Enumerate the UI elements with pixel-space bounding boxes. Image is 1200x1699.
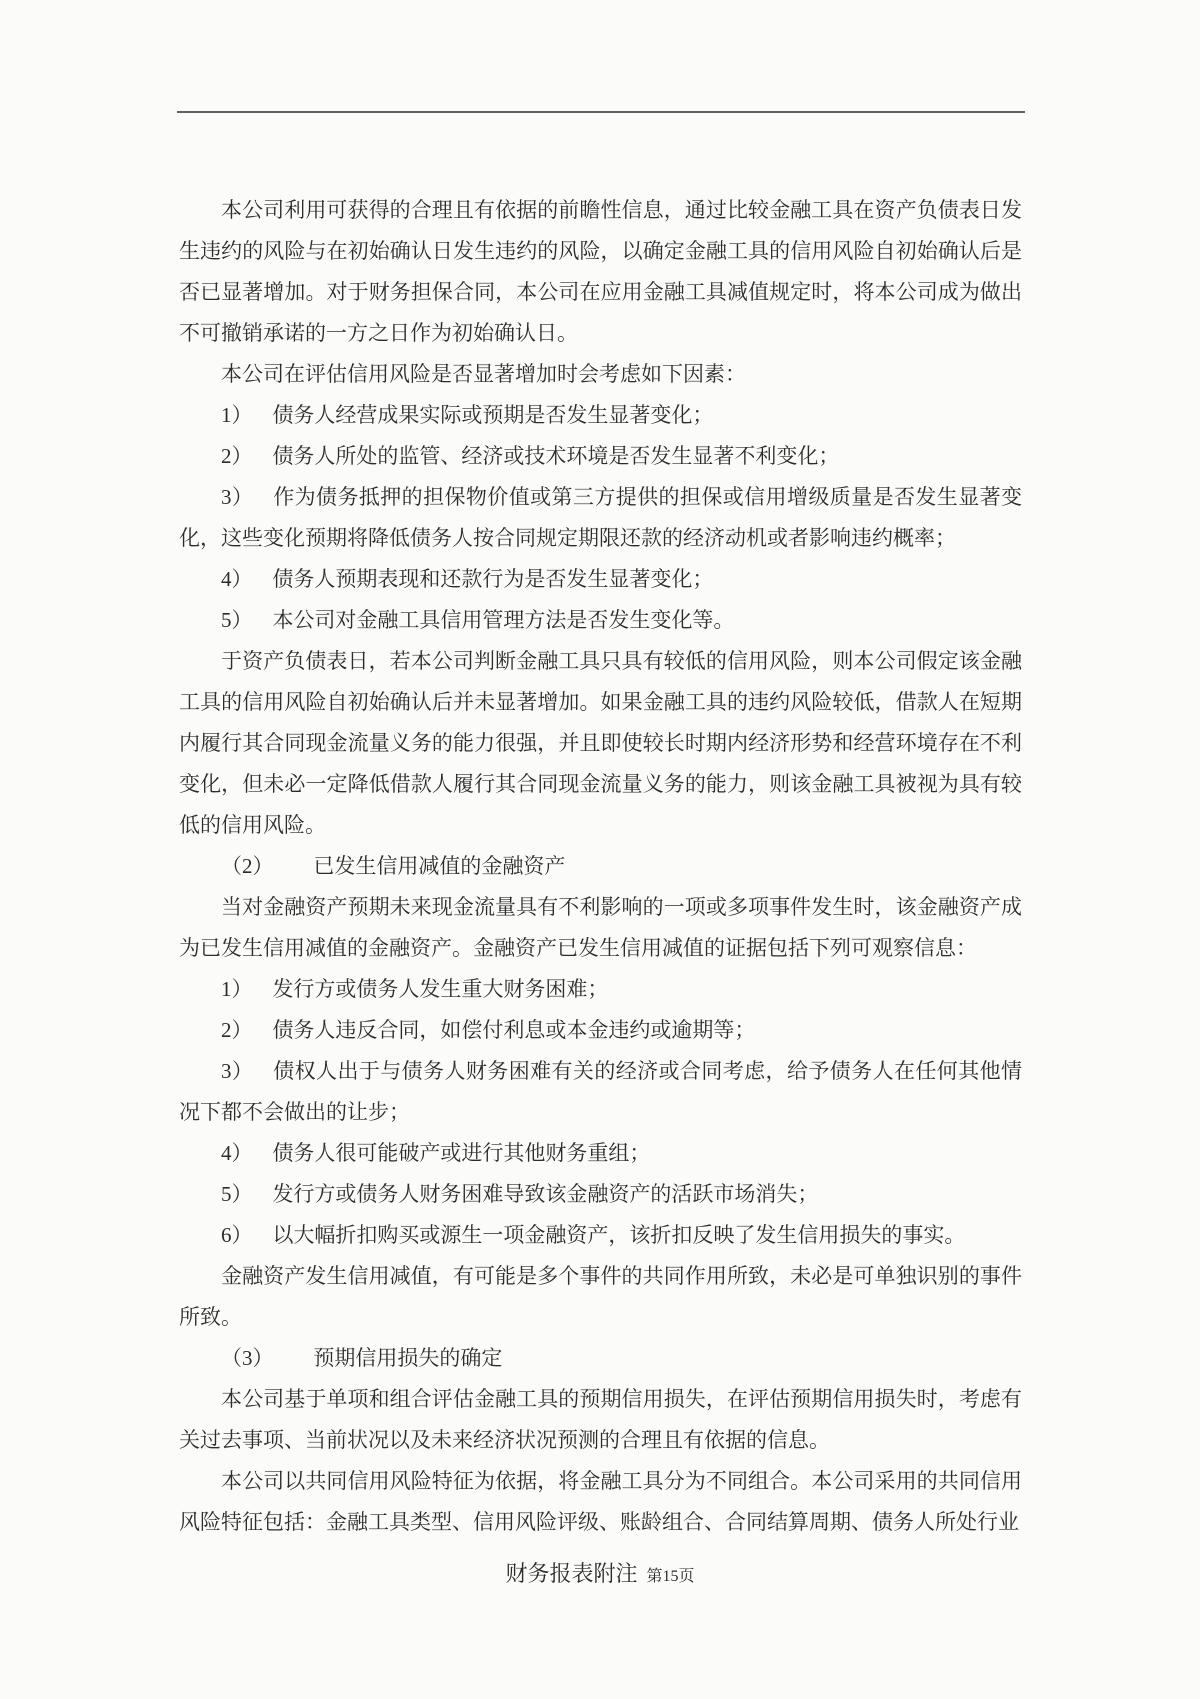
list-item-text: 发行方或债务人发生重大财务困难； <box>272 977 609 1001</box>
list-item <box>179 559 1022 600</box>
list-item <box>179 1215 1022 1256</box>
list-item <box>179 436 1022 477</box>
list-item-text: 作为债务抵押的担保物价值或第三方提供的担保或信用增级质量是否发生显著变化，这些变化预期将降低债务人按合同规定期限还款的经济动机或者影响违约概率； <box>179 485 1023 550</box>
list-item-number: 2） <box>221 444 253 468</box>
list-item-number: 6） <box>221 1223 253 1247</box>
section-heading <box>179 846 1022 887</box>
list-item <box>179 395 1022 436</box>
list-item <box>179 1133 1022 1174</box>
list-item-text: 本公司对金融工具信用管理方法是否发生变化等。 <box>272 608 735 632</box>
list-item <box>179 600 1022 641</box>
list-item <box>179 969 1022 1010</box>
paragraph: 本公司在评估信用风险是否显著增加时会考虑如下因素： <box>221 362 746 386</box>
list-item <box>179 1051 1022 1133</box>
list-item-text: 债务人经营成果实际或预期是否发生显著变化； <box>272 403 714 427</box>
paragraph: 本公司以共同信用风险特征为依据，将金融工具分为不同组合。本公司采用的共同信用风险特征包括：金融工具类型、信用风险评级、账龄组合、合同结算周期、债务人所处行业 <box>179 1469 1022 1534</box>
page-footer <box>0 1557 1200 1594</box>
list-item-number: 5） <box>221 1182 253 1206</box>
list-item <box>179 1174 1022 1215</box>
list-item-number: 4） <box>221 567 253 591</box>
list-item-text: 债务人违反合同，如偿付利息或本金违约或逾期等； <box>272 1018 756 1042</box>
list-item-number: 3） <box>221 485 254 509</box>
list-item-number: 5） <box>221 608 253 632</box>
paragraph: 本公司基于单项和组合评估金融工具的预期信用损失，在评估预期信用损失时，考虑有关过去事项、当前状况以及未来经济状况预测的合理且有依据的信息。 <box>179 1387 1022 1452</box>
paragraph: 于资产负债表日，若本公司判断金融工具只具有较低的信用风险，则本公司假定该金融工具的信用风险自初始确认后并未显著增加。如果金融工具的违约风险较低，借款人在短期内履行其合同现金流量义务的能力很强，并且即使较长时期内经济形势和经营环境存在不利变化，但未必一定降低借款人履行其合同现金流量义务的能力，则该金融工具被视为具有较低的信用风险。 <box>179 649 1022 837</box>
document-body <box>179 190 1022 1543</box>
list-item-text: 债务人预期表现和还款行为是否发生显著变化； <box>272 567 714 591</box>
section-heading-number: （2） <box>221 854 274 878</box>
paragraph: 本公司利用可获得的合理且有依据的前瞻性信息，通过比较金融工具在资产负债表日发生违约的风险与在初始确认日发生违约的风险，以确定金融工具的信用风险自初始确认后是否已显著增加。对于财务担保合同，本公司在应用金融工具减值规定时，将本公司成为做出不可撤销承诺的一方之日作为初始确认日。 <box>179 198 1022 345</box>
section-heading-text: 预期信用损失的确定 <box>313 1346 503 1370</box>
list-item <box>179 1010 1022 1051</box>
paragraph: 当对金融资产预期未来现金流量具有不利影响的一项或多项事件发生时，该金融资产成为已发生信用减值的金融资产。金融资产已发生信用减值的证据包括下列可观察信息： <box>179 895 1022 960</box>
list-item-number: 1） <box>221 403 253 427</box>
list-item-text: 债务人所处的监管、经济或技术环境是否发生显著不利变化； <box>272 444 840 468</box>
section-heading <box>179 1338 1022 1379</box>
list-item <box>179 477 1022 559</box>
list-item-number: 3） <box>221 1059 254 1083</box>
list-item-number: 2） <box>221 1018 253 1042</box>
list-item-text: 以大幅折扣购买或源生一项金融资产，该折扣反映了发生信用损失的事实。 <box>272 1223 966 1247</box>
list-item-number: 1） <box>221 977 253 1001</box>
list-item-text: 债权人出于与债务人财务困难有关的经济或合同考虑，给予债务人在任何其他情况下都不会做出的让步； <box>179 1059 1023 1124</box>
section-heading-text: 已发生信用减值的金融资产 <box>313 854 566 878</box>
list-item-text: 发行方或债务人财务困难导致该金融资产的活跃市场消失； <box>272 1182 819 1206</box>
list-item-number: 4） <box>221 1141 253 1165</box>
list-item-text: 债务人很可能破产或进行其他财务重组； <box>272 1141 651 1165</box>
paragraph: 金融资产发生信用减值，有可能是多个事件的共同作用所致，未必是可单独识别的事件所致。 <box>179 1264 1022 1329</box>
header-rule <box>177 111 1025 113</box>
footer-page-number: 第15页 <box>646 1568 695 1585</box>
section-heading-number: （3） <box>221 1346 274 1370</box>
footer-title: 财务报表附注 <box>505 1561 638 1586</box>
